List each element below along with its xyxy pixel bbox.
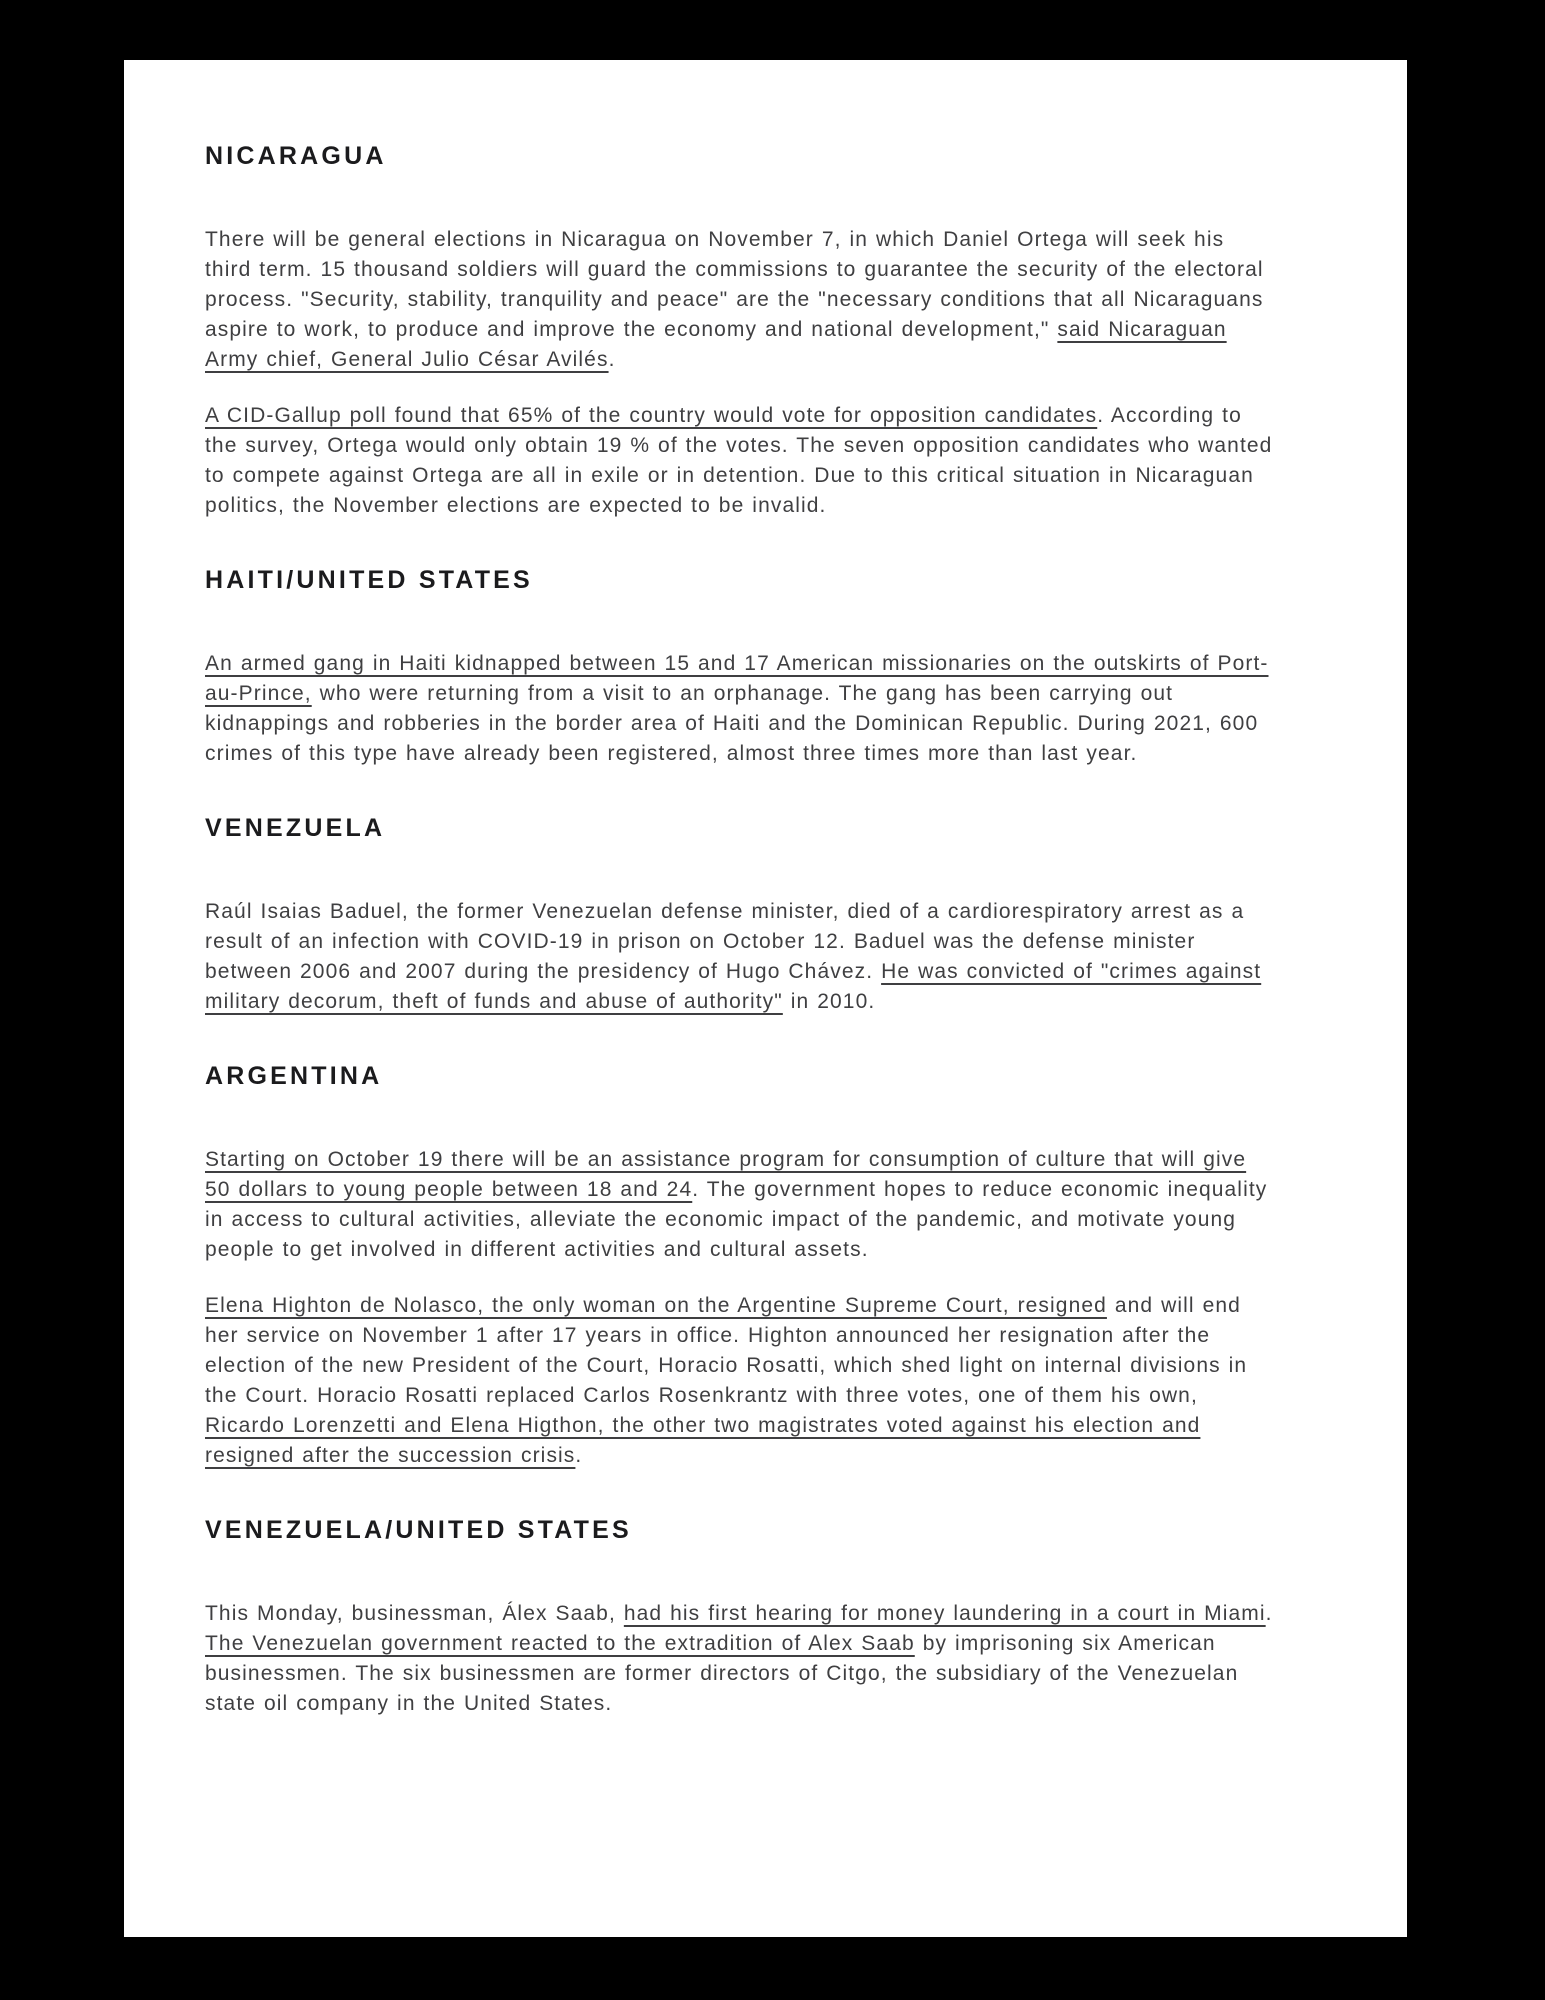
text-link[interactable]: Elena Highton de Nolasco, the only woman on the Argentine Supreme Court, resigned	[205, 1294, 1107, 1317]
text-link[interactable]: He was convicted of "crimes against military decorum, theft of funds and abuse of authority"	[205, 960, 1262, 1013]
paragraph	[205, 1145, 1275, 1265]
text-run: This Monday, businessman, Álex Saab,	[205, 1602, 624, 1625]
text-run: in 2010.	[782, 990, 876, 1013]
section-heading: HAITI/UNITED STATES	[205, 566, 533, 594]
text-run: .	[608, 348, 616, 371]
text-run: .	[1265, 1602, 1273, 1625]
paragraph	[205, 649, 1275, 769]
text-run: by imprisoning six American businessmen. The six businessmen are former directors of Citgo, the subsidiary of the Venezuelan state oil company in the United States.	[205, 1632, 1239, 1715]
paragraph	[205, 401, 1275, 521]
text-link[interactable]: had his first hearing for money laundering in a court in Miami	[623, 1602, 1266, 1625]
text-run: who were returning from a visit to an orphanage. The gang has been carrying out kidnappings and robberies in the border area of Haiti and the Dominican Republic. During 2021, 600 crimes of this type have already been registered, almost three times more than last year.	[205, 682, 1259, 765]
text-run: and will end her service on November 1 after 17 years in office. Highton announced her resignation after the election of the new President of the Court, Horacio Rosatti, which shed light on internal divisions in the Court. Horacio Rosatti replaced Carlos Rosenkrantz with three votes, one of them his own,	[205, 1294, 1248, 1407]
paragraph	[205, 897, 1275, 1017]
text-run: Raúl Isaias Baduel, the former Venezuelan defense minister, died of a cardiorespiratory arrest as a result of an infection with COVID-19 in prison on October 12. Baduel was the defense minister between 2006 and 2007 during the presidency of Hugo Chávez.	[205, 900, 1245, 983]
document-sections	[205, 143, 1275, 1719]
text-run: . According to the survey, Ortega would only obtain 19 % of the votes. The seven opposition candidates who wanted to compete against Ortega are all in exile or in detention. Due to this critical situation in Nicaraguan politics, the November elections are expected to be invalid.	[205, 404, 1273, 517]
section-heading: VENEZUELA/UNITED STATES	[205, 1516, 632, 1544]
document-page	[124, 60, 1407, 1937]
text-link[interactable]: An armed gang in Haiti kidnapped between 15 and 17 American missionaries on the outskirts of Port-au-Prince,	[205, 652, 1269, 705]
text-run: .	[575, 1444, 583, 1467]
section-heading: ARGENTINA	[205, 1062, 383, 1090]
text-run: . The government hopes to reduce economic inequality in access to cultural activities, alleviate the economic impact of the pandemic, and motivate young people to get involved in different activities and cultural assets.	[205, 1178, 1268, 1261]
text-link[interactable]: said Nicaraguan Army chief, General Julio César Avilés	[205, 318, 1227, 371]
section-heading: NICARAGUA	[205, 142, 387, 170]
text-link[interactable]: A CID-Gallup poll found that 65% of the country would vote for opposition candidates	[205, 404, 1098, 427]
paragraph	[205, 1599, 1275, 1719]
paragraph	[205, 1291, 1275, 1471]
text-link[interactable]: Ricardo Lorenzetti and Elena Higthon, the other two magistrates voted against his election and resigned after the succession crisis	[205, 1414, 1201, 1467]
text-link[interactable]: Starting on October 19 there will be an assistance program for consumption of culture that will give 50 dollars to young people between 18 and 24	[205, 1148, 1247, 1201]
text-run: There will be general elections in Nicaragua on November 7, in which Daniel Ortega will seek his third term. 15 thousand soldiers will guard the commissions to guarantee the security of the electoral process. "Security, stability, tranquility and peace" are the "necessary conditions that all Nicaraguans aspire to work, to produce and improve the economy and national development,"	[205, 228, 1264, 341]
paragraph	[205, 225, 1275, 375]
text-link[interactable]: The Venezuelan government reacted to the extradition of Alex Saab	[205, 1632, 915, 1655]
section-heading: VENEZUELA	[205, 814, 386, 842]
